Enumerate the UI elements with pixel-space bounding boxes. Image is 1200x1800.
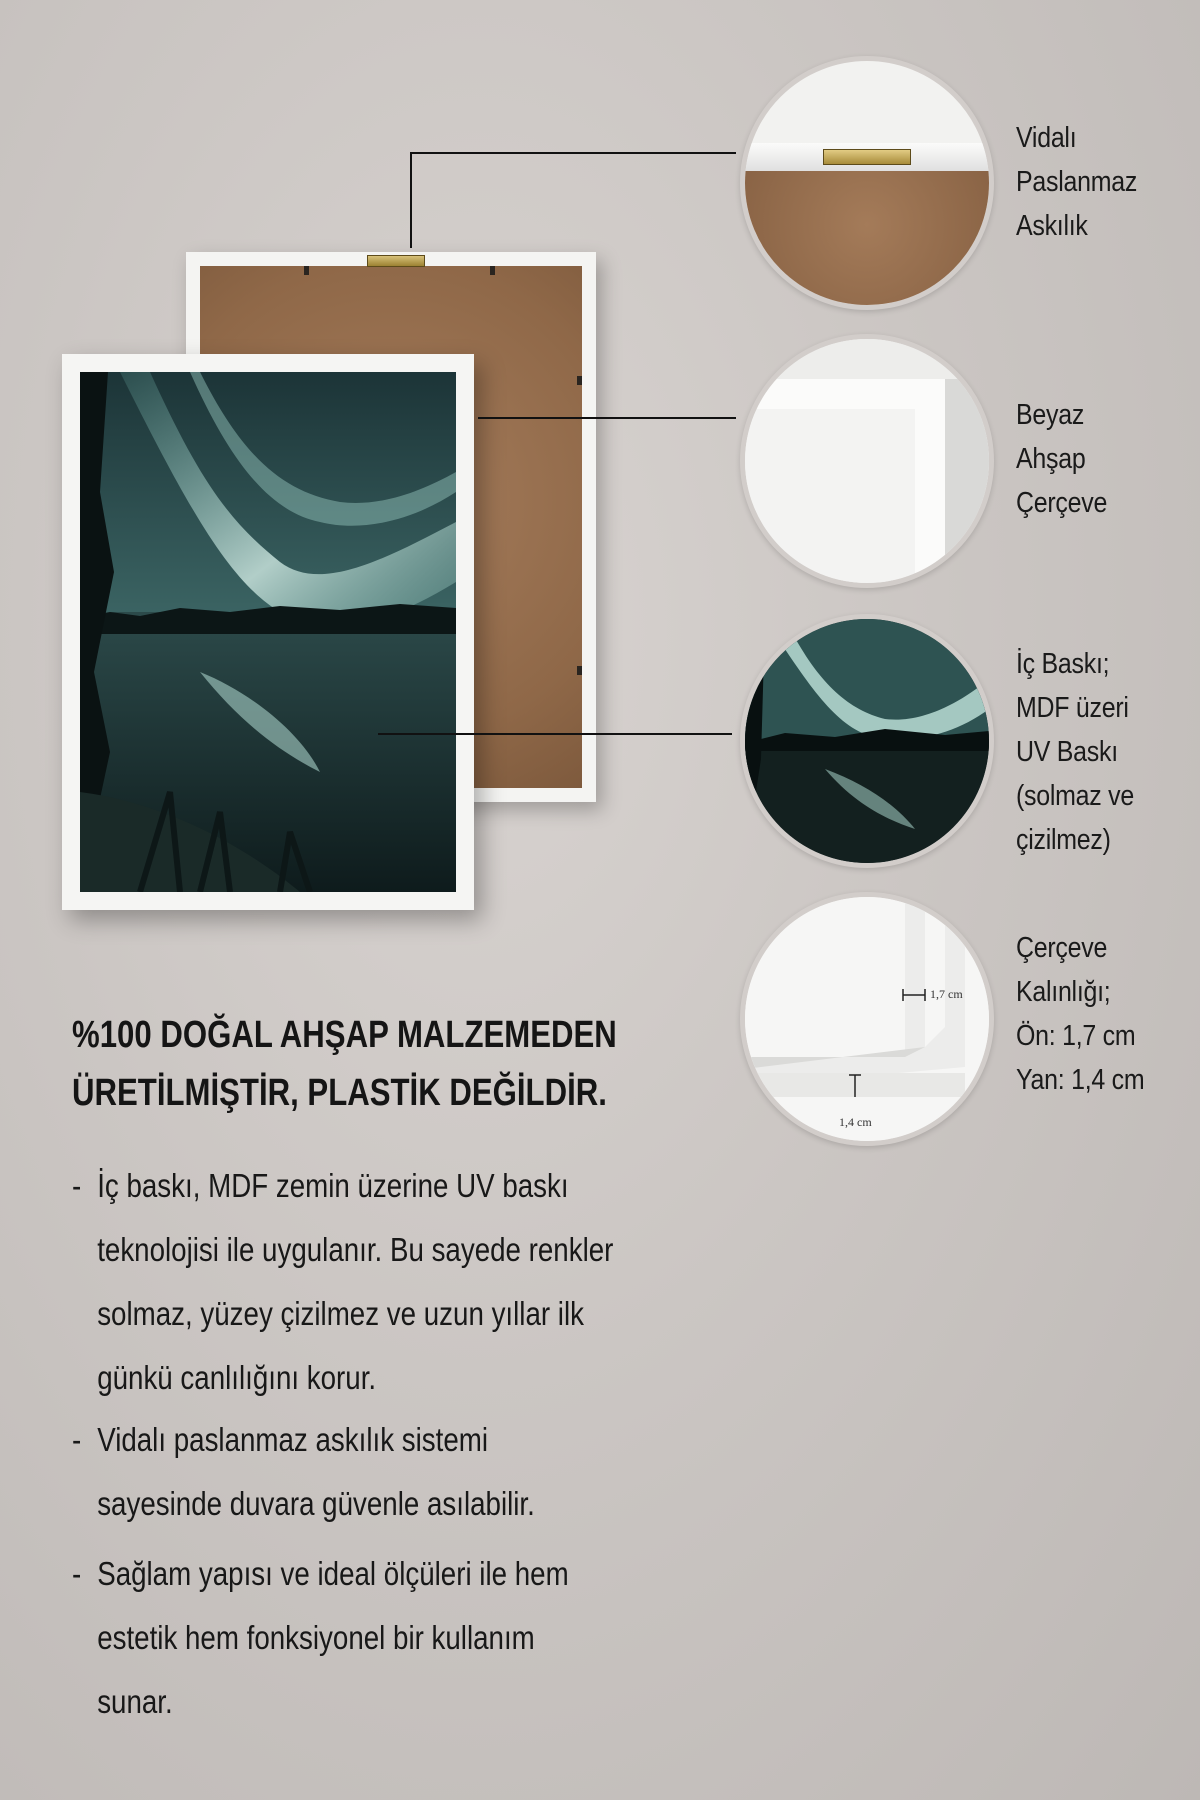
- side-thickness-label: 1,4 cm: [839, 1115, 872, 1129]
- connector-line: [410, 152, 736, 154]
- frame-corner-detail-circle: [740, 334, 994, 588]
- frame-label: Beyaz Ahşap Çerçeve: [1016, 399, 1108, 519]
- frame-corner-image: [745, 339, 989, 583]
- retainer-clip: [577, 666, 582, 675]
- thickness-label: Çerçeve Kalınlığı; Ön: 1,7 cm Yan: 1,4 cm: [1016, 932, 1145, 1096]
- frame-profile-image: [745, 897, 989, 1141]
- frame-front-view: [62, 354, 474, 910]
- bullet-dash: -: [72, 1555, 82, 1592]
- bullet-dash: -: [72, 1167, 82, 1204]
- mdf-board-closeup: [745, 171, 989, 305]
- hanger-detail-circle: [740, 56, 994, 310]
- retainer-clip: [490, 266, 495, 275]
- connector-line: [410, 152, 412, 248]
- print-label: İç Baskı; MDF üzeri UV Baskı (solmaz ve çizilmez): [1016, 648, 1134, 856]
- headline: %100 DOĞAL AHŞAP MALZEMEDEN ÜRETİLMİŞTİR, PLASTİK DEĞİLDİR.: [72, 1014, 617, 1114]
- sawtooth-hanger: [367, 255, 425, 267]
- aurora-closeup-image: [745, 619, 989, 863]
- print-detail-circle: [740, 614, 994, 868]
- hanger-label: Vidalı Paslanmaz Askılık: [1016, 122, 1138, 242]
- aurora-lake-image: [80, 372, 456, 892]
- front-thickness-label: 1,7 cm: [930, 987, 963, 1001]
- retainer-clip: [304, 266, 309, 275]
- thickness-detail-circle: [740, 892, 994, 1146]
- retainer-clip: [577, 376, 582, 385]
- sawtooth-hanger-closeup: [823, 149, 911, 165]
- connector-line: [478, 417, 736, 419]
- bullet-dash: -: [72, 1421, 82, 1458]
- connector-line: [378, 733, 732, 735]
- aurora-print: [80, 372, 456, 892]
